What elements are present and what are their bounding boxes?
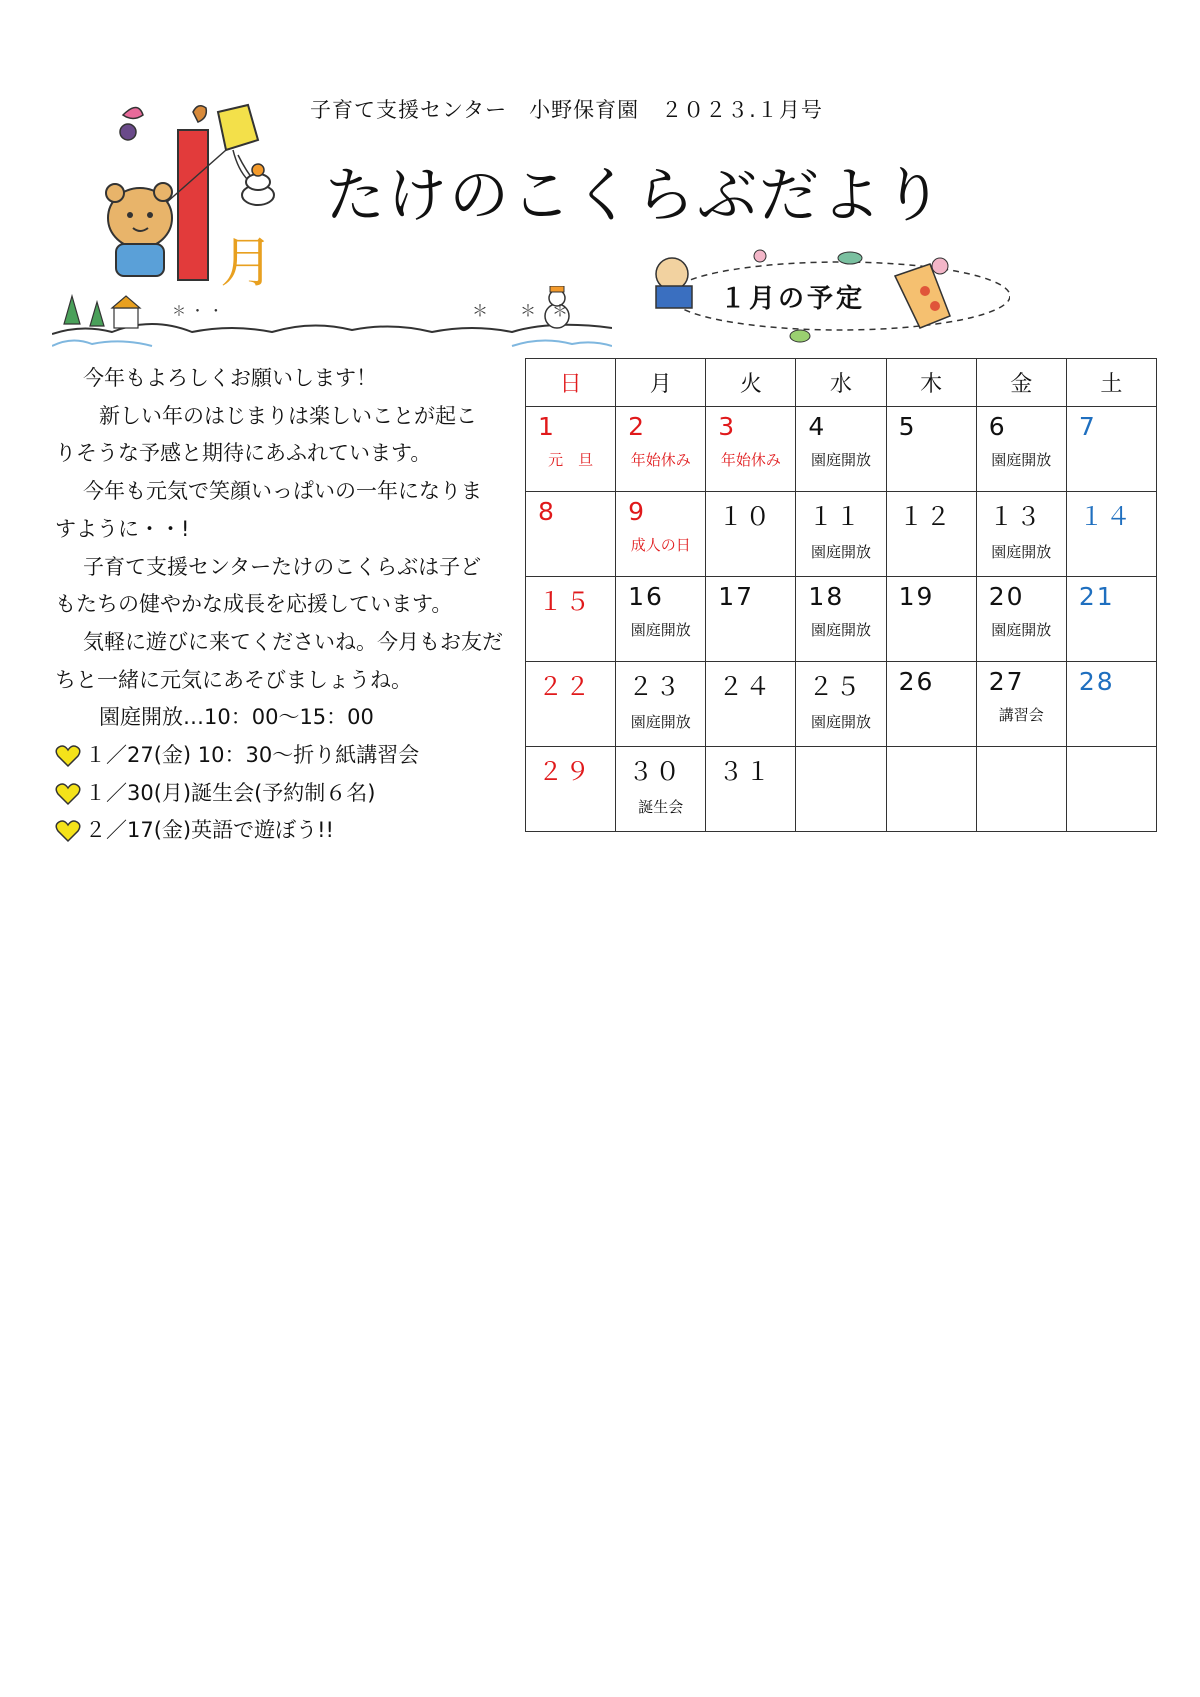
day-note: 園庭開放 [991, 543, 1052, 561]
newsletter-subtitle: 子育て支援センター 小野保育園 ２０２３.１月号 [310, 98, 823, 122]
calendar-body [526, 407, 1157, 832]
calendar-day-cell [526, 662, 616, 747]
day-note: 誕生会 [638, 798, 684, 816]
day-number: 3 [718, 412, 737, 441]
day-number: ２５ [808, 672, 863, 701]
day-number: 9 [628, 497, 647, 526]
calendar-day-cell [1066, 662, 1156, 747]
calendar-day-cell [526, 407, 616, 492]
calendar-day-cell [616, 747, 706, 832]
weekday-header: 土 [1066, 359, 1156, 407]
day-note: 園庭開放 [630, 713, 691, 731]
svg-text:＊ ・ ・: ＊ ・ ・ [172, 304, 223, 320]
event-item [55, 775, 517, 813]
message-line: 新しい年のはじまりは楽しいことが起こ [99, 403, 477, 428]
day-number: 8 [538, 497, 556, 526]
day-number: ３０ [628, 757, 683, 786]
day-note: 園庭開放 [630, 621, 691, 639]
calendar-day-cell [796, 407, 886, 492]
message-line: ちと一緒に元気にあそびましょうね。 [55, 667, 412, 692]
event-text: １／30(月)誕生会(予約制６名) [85, 780, 376, 805]
day-note: 園庭開放 [810, 543, 871, 561]
calendar-day-cell [976, 407, 1066, 492]
calendar-day-cell [526, 577, 616, 662]
day-note: 園庭開放 [810, 621, 871, 639]
calendar-day-cell [616, 662, 706, 747]
calendar-day-cell [1066, 747, 1156, 832]
day-number: 20 [988, 582, 1025, 611]
weekday-header: 金 [976, 359, 1066, 407]
day-note: 成人の日 [630, 536, 691, 554]
calendar-day-cell [796, 577, 886, 662]
day-number: 16 [628, 582, 664, 611]
day-note: 園庭開放 [991, 451, 1052, 469]
message-line: もたちの健やかな成長を応援しています。 [55, 592, 453, 617]
calendar-day-cell [616, 577, 706, 662]
month-badge: 月 [220, 231, 274, 294]
day-number: １５ [538, 587, 593, 616]
calendar-day-cell [1066, 492, 1156, 577]
weekday-header: 木 [886, 359, 976, 407]
calendar-day-cell [706, 662, 796, 747]
calendar-week-row [526, 747, 1157, 832]
newsletter-title: たけのこくらぶだより [325, 161, 945, 231]
calendar-day-cell [526, 747, 616, 832]
calendar-day-cell [1066, 407, 1156, 492]
calendar-week-row [526, 492, 1157, 577]
day-number: １１ [808, 502, 863, 531]
day-note: 園庭開放 [810, 451, 871, 469]
greeting-line: 今年もよろしくお願いします！ [83, 366, 377, 390]
snow-landscape-illustration [52, 286, 612, 352]
calendar-day-cell [796, 662, 886, 747]
calendar-day-cell [886, 747, 976, 832]
january-calendar [525, 358, 1157, 832]
day-number: 21 [1078, 582, 1115, 611]
calendar-day-cell [976, 577, 1066, 662]
weekday-header: 日 [526, 359, 616, 407]
day-number: 17 [718, 582, 755, 611]
day-number: ２２ [538, 672, 593, 701]
day-number: ２９ [538, 757, 593, 786]
event-text: １／27(金) 10：30〜折り紙講習会 [85, 743, 420, 768]
event-item [55, 812, 517, 850]
schedule-heading: １月の予定 [720, 284, 866, 314]
day-number: 1 [538, 412, 556, 441]
day-number: ２３ [628, 672, 683, 701]
event-text: ２／17(金)英語で遊ぼう!! [85, 818, 334, 843]
garden-hours: 園庭開放…10：00〜15：00 [99, 705, 374, 730]
calendar-day-cell [976, 492, 1066, 577]
day-note: 園庭開放 [991, 621, 1052, 639]
day-note: 年始休み [720, 451, 781, 469]
weekday-header: 月 [616, 359, 706, 407]
calendar-day-cell [886, 492, 976, 577]
calendar-week-row [526, 407, 1157, 492]
calendar-day-cell [886, 577, 976, 662]
calendar-day-cell [796, 747, 886, 832]
calendar-day-cell [526, 492, 616, 577]
calendar-week-row [526, 577, 1157, 662]
calendar-day-cell [1066, 577, 1156, 662]
day-number: １３ [988, 502, 1043, 531]
calendar-day-cell [706, 407, 796, 492]
event-item [55, 737, 517, 775]
heart-icon [55, 782, 81, 806]
day-number: 28 [1078, 667, 1115, 696]
message-line: 今年も元気で笑顔いっぱいの一年になりま [83, 479, 482, 504]
day-number: ３１ [718, 757, 773, 786]
message-line: 気軽に遊びに来てくださいね。今月もお友だ [83, 629, 503, 654]
day-number: 26 [898, 667, 935, 696]
message-line: りそうな予感と期待にあふれています。 [55, 441, 432, 466]
message-line: すように・・! [55, 516, 190, 541]
calendar-day-cell [886, 662, 976, 747]
weekday-header: 火 [706, 359, 796, 407]
day-number: 27 [988, 667, 1025, 696]
day-number: 19 [898, 582, 935, 611]
day-number: １０ [718, 502, 773, 531]
calendar-day-cell [706, 577, 796, 662]
calendar-day-cell [706, 492, 796, 577]
day-number: 7 [1078, 412, 1097, 441]
day-number: １２ [898, 502, 953, 531]
weekday-header-row [526, 359, 1157, 407]
day-note: 講習会 [998, 706, 1044, 724]
calendar-day-cell [976, 747, 1066, 832]
svg-text:＊ ＊ ＊: ＊ ＊ ＊ [472, 301, 569, 320]
calendar-day-cell [976, 662, 1066, 747]
day-number: 18 [808, 582, 845, 611]
greeting-message [55, 360, 517, 850]
heart-icon [55, 744, 81, 768]
calendar-day-cell [706, 747, 796, 832]
day-note: 年始休み [630, 451, 691, 469]
day-number: １４ [1078, 502, 1133, 531]
calendar-week-row [526, 662, 1157, 747]
calendar-day-cell [616, 407, 706, 492]
day-number: 4 [808, 412, 827, 441]
calendar-day-cell [616, 492, 706, 577]
calendar-day-cell [886, 407, 976, 492]
day-number: 5 [898, 412, 917, 441]
day-number: ２４ [718, 672, 773, 701]
calendar-day-cell [796, 492, 886, 577]
heart-icon [55, 819, 81, 843]
message-line: 子育て支援センターたけのこくらぶは子ど [83, 554, 482, 579]
weekday-header: 水 [796, 359, 886, 407]
day-number: 6 [988, 412, 1007, 441]
day-note: 元 旦 [548, 451, 594, 469]
event-list [55, 737, 517, 850]
day-number: 2 [628, 412, 647, 441]
day-note: 園庭開放 [810, 713, 871, 731]
